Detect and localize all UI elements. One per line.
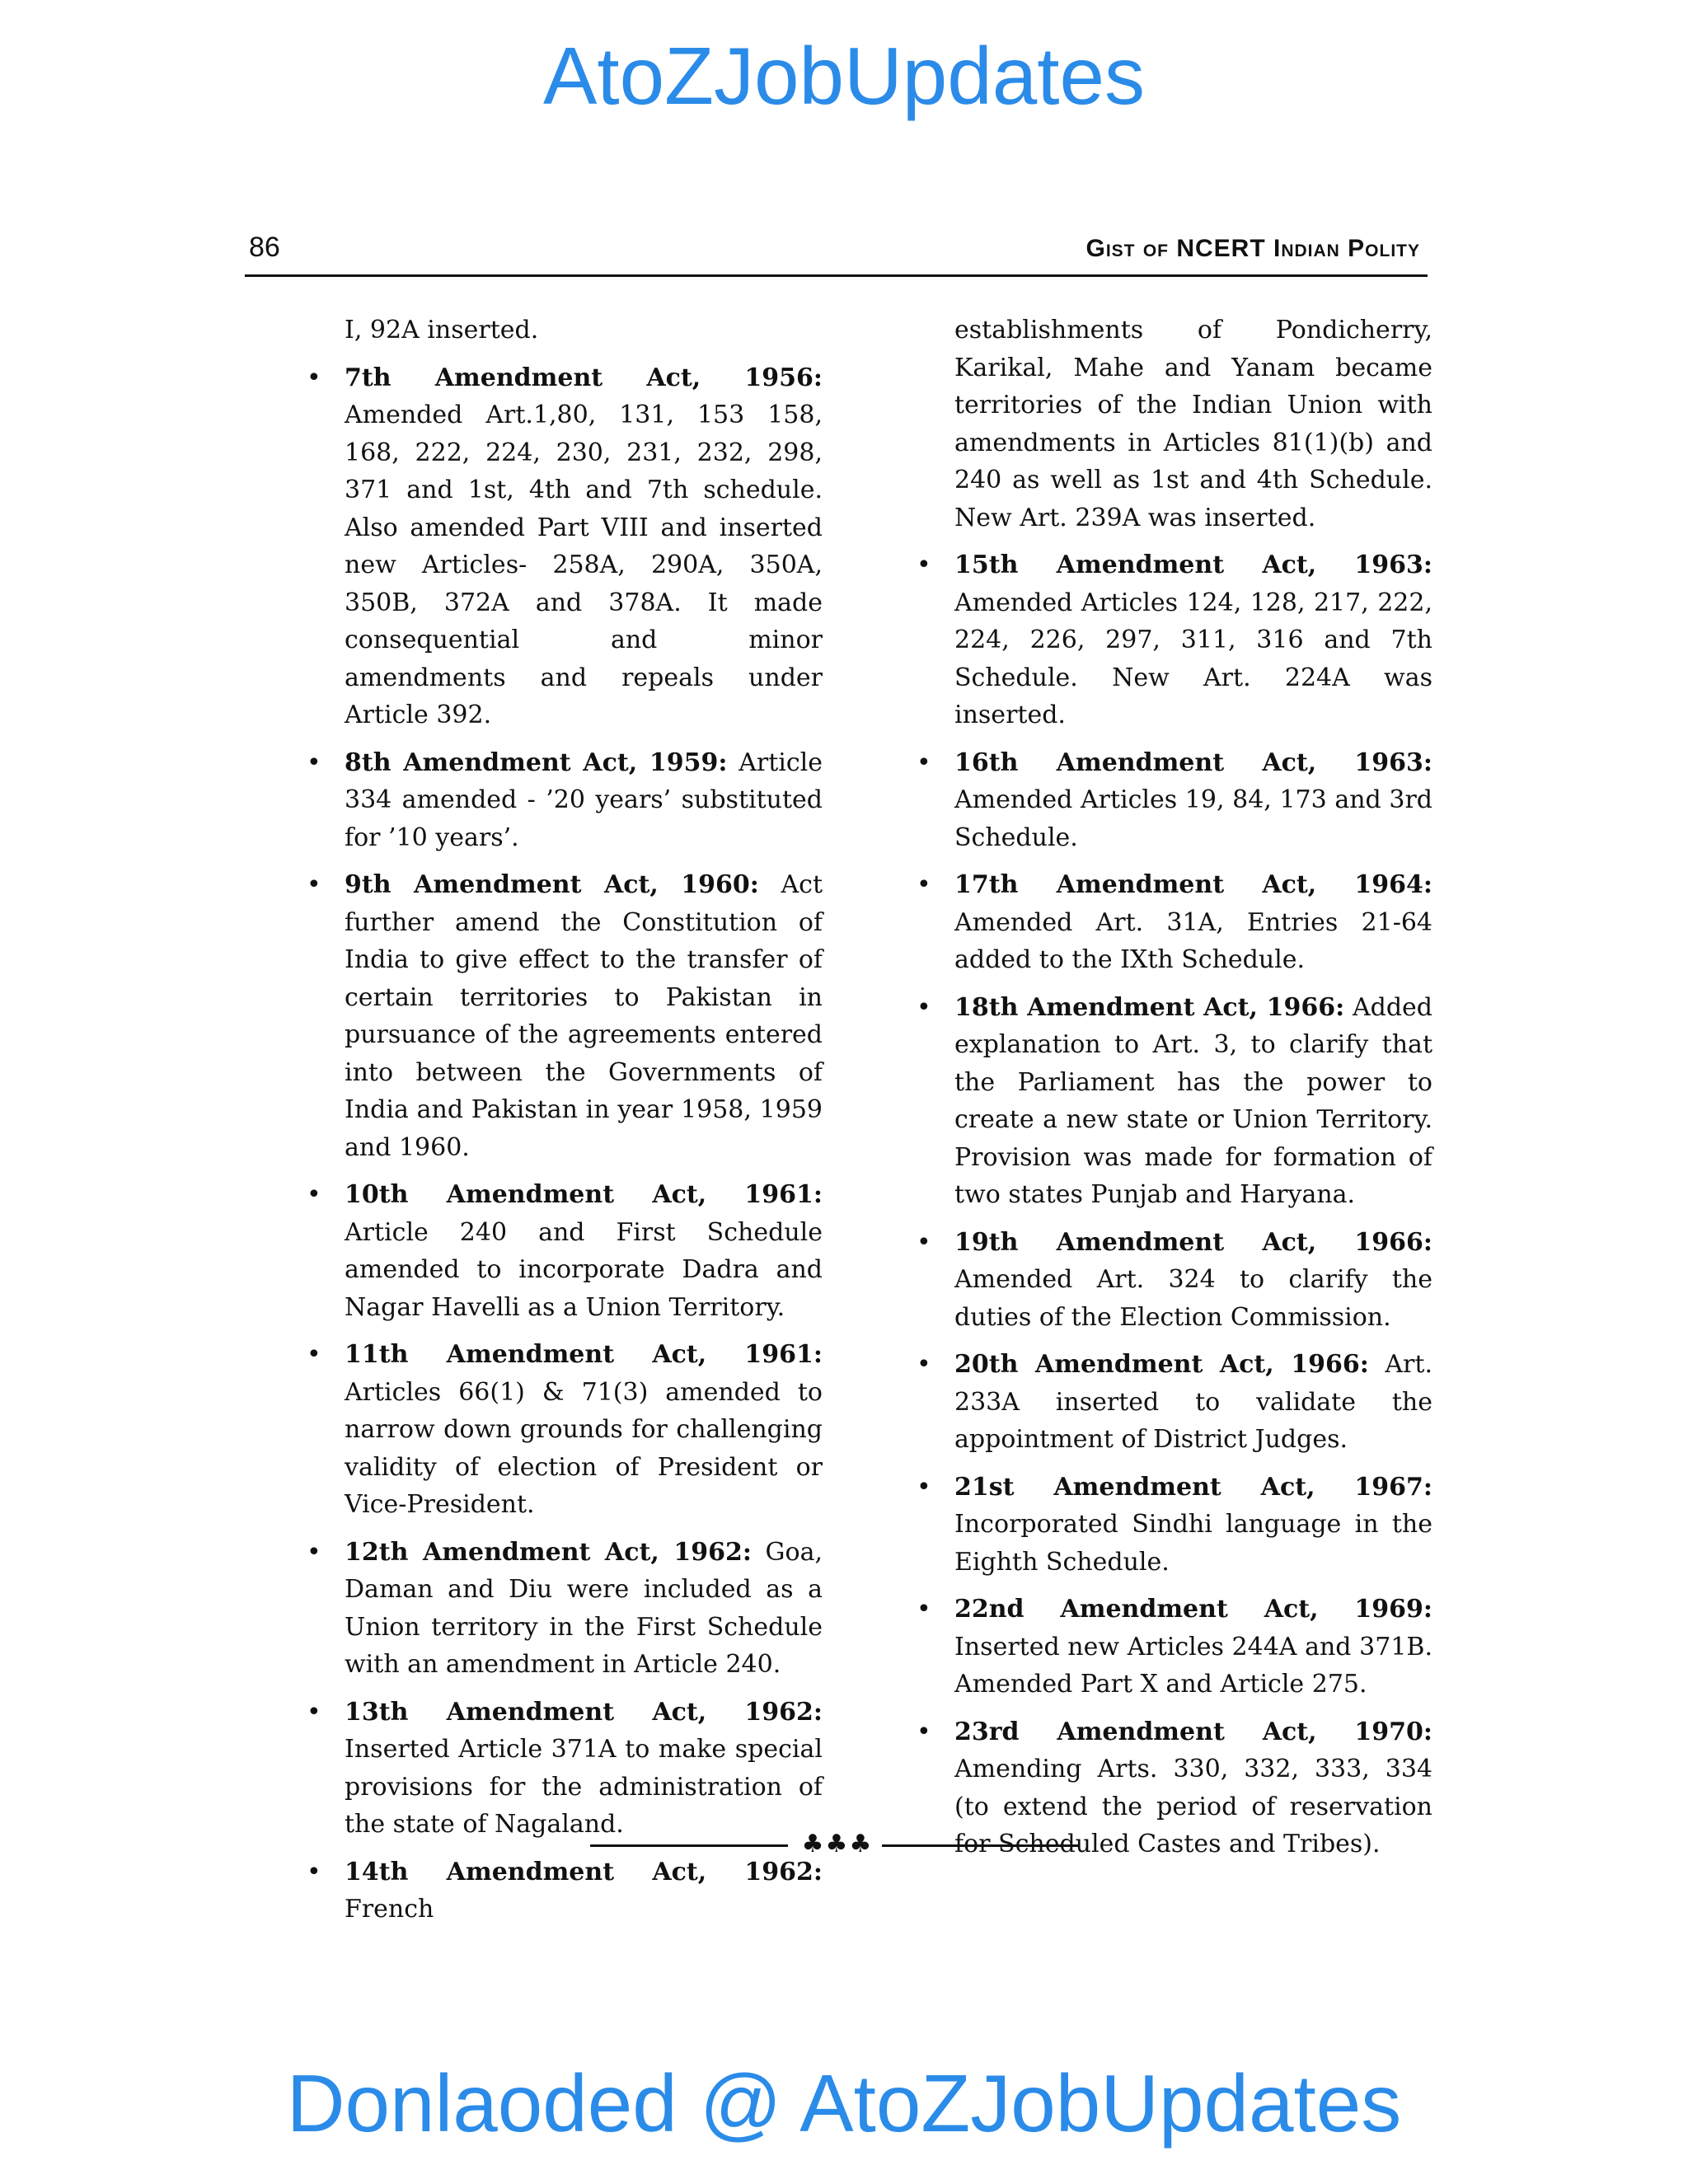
right-entries [917, 546, 1432, 1863]
amendment-title: 23rd Amendment Act, 1970: [954, 1717, 1432, 1746]
amendment-entry [307, 744, 823, 857]
amendment-title: 20th Amendment Act, 1966: [954, 1350, 1369, 1379]
amendment-title: 12th Amendment Act, 1962: [345, 1537, 752, 1567]
amendment-text: Article 334 amended - ’20 years’ substituted for ’10 years’. [345, 748, 823, 852]
bullet-icon: • [307, 1340, 321, 1369]
amendment-title: 13th Amendment Act, 1962: [345, 1697, 823, 1727]
amendment-title: 16th Amendment Act, 1963: [954, 748, 1432, 777]
continuation-text: I, 92A inserted. [345, 316, 539, 344]
club-ornament-icon: ♣♣♣ [801, 1830, 874, 1858]
amendment-title: 7th Amendment Act, 1956: [345, 363, 823, 392]
bullet-icon: • [917, 1595, 931, 1624]
continuation-text: establishments of Pondicherry, Karikal, Mahe and Yanam became territories of the Indian Union with amendments in Articles 81(1)(b) and 240 as well as 1st and 4th Schedule. New Art. 239A was inserted. [954, 316, 1432, 532]
bullet-icon: • [917, 992, 931, 1022]
left-entries [307, 359, 823, 1929]
ornament-rule-left [590, 1844, 788, 1847]
amendment-entry [307, 359, 823, 734]
bullet-icon: • [917, 870, 931, 899]
amendment-text: Inserted Article 371A to make special provisions for the administration of the state of Nagaland. [345, 1735, 823, 1839]
ornament-rule-right [882, 1844, 1080, 1847]
amendment-text: Amending Arts. 330, 332, 333, 334 (to extend the period of reservation for Scheduled Castes and Tribes). [954, 1755, 1432, 1858]
amendment-title: 22nd Amendment Act, 1969: [954, 1595, 1432, 1624]
amendment-title: 19th Amendment Act, 1966: [954, 1227, 1432, 1257]
amendment-text: Amended Articles 19, 84, 173 and 3rd Schedule. [954, 785, 1432, 852]
amendment-entry [307, 1336, 823, 1524]
amendment-text: Article 240 and First Schedule amended to incorporate Dadra and Nagar Havelli as a Union Territory. [345, 1217, 823, 1322]
amendment-text: Amended Articles 124, 128, 217, 222, 224, 226, 297, 311, 316 and 7th Schedule. New Art. 224A was inserted. [954, 588, 1432, 729]
amendment-entry [307, 1176, 823, 1326]
amendment-text: Inserted new Articles 244A and 371B. Amended Part X and Article 275. [954, 1632, 1432, 1699]
bullet-icon: • [307, 363, 321, 392]
section-end-ornament [0, 1828, 1688, 1861]
amendment-entry [917, 1346, 1432, 1459]
bullet-icon: • [307, 748, 321, 777]
amendment-text: Incorporated Sindhi language in the Eighth Schedule. [954, 1510, 1432, 1577]
amendment-title: 11th Amendment Act, 1961: [345, 1340, 823, 1369]
amendment-entry [917, 1224, 1432, 1337]
amendment-title: 17th Amendment Act, 1964: [954, 870, 1432, 899]
amendment-text: Act further amend the Constitution of India to give effect to the transfer of certain territories to Pakistan in pursuance of the agreements entered into between the Governments of India and Pakistan in year 1958, 1959 and 1960. [345, 870, 823, 1162]
amendment-entry [917, 866, 1432, 979]
right-column [917, 312, 1432, 1873]
amendment-entry [307, 1854, 823, 1929]
bullet-icon: • [307, 870, 321, 899]
amendment-title: 10th Amendment Act, 1961: [345, 1180, 823, 1209]
bullet-icon: • [307, 1697, 321, 1727]
amendment-text: Amended Art.1,80, 131, 153 158, 168, 222, 224, 230, 231, 232, 298, 371 and 1st, 4th and 7th schedule. Also amended Part VIII and inserted new Articles- 258A, 290A, 350A, 350B, 372A and 378A. It made consequential and minor amendments and repeals under Article 392. [345, 401, 823, 729]
bullet-icon: • [917, 1472, 931, 1502]
amendment-title: 14th Amendment Act, 1962: [345, 1857, 823, 1886]
amendment-title: 9th Amendment Act, 1960: [345, 870, 759, 899]
amendment-entry [307, 1534, 823, 1684]
amendment-text: Amended Art. 324 to clarify the duties of the Election Commission. [954, 1265, 1432, 1332]
watermark-bottom: Donlaoded @ AtoZJobUpdates [286, 2058, 1402, 2149]
bullet-icon: • [307, 1857, 321, 1886]
running-head: Gist of NCERT Indian Polity [1085, 235, 1420, 262]
bullet-icon: • [917, 551, 931, 579]
bullet-icon: • [917, 1717, 931, 1746]
bullet-icon: • [307, 1537, 321, 1567]
amendment-title: 15th Amendment Act, 1963: [954, 551, 1432, 579]
amendment-text: Added explanation to Art. 3, to clarify that the Parliament has the power to create a new state or Union Territory. Provision was made for formation of two states Punjab and Haryana. [954, 992, 1432, 1209]
amendment-entry [307, 1694, 823, 1844]
watermark-top: AtoZJobUpdates [543, 30, 1145, 121]
amendment-text: French [345, 1895, 434, 1924]
left-column [307, 312, 823, 1938]
header-rule [245, 274, 1428, 277]
amendment-entry [917, 744, 1432, 857]
amendment-text: Amended Art. 31A, Entries 21-64 added to the IXth Schedule. [954, 907, 1432, 974]
amendment-title: 8th Amendment Act, 1959: [345, 748, 728, 777]
bullet-icon: • [307, 1180, 321, 1209]
amendment-entry [917, 1469, 1432, 1582]
amendment-entry [917, 1591, 1432, 1704]
amendment-entry [307, 866, 823, 1166]
amendment-text: Articles 66(1) & 71(3) amended to narrow down grounds for challenging validity of election of President or Vice-President. [345, 1377, 823, 1519]
amendment-text: Art. 233A inserted to validate the appointment of District Judges. [954, 1350, 1432, 1454]
bullet-icon: • [917, 748, 931, 777]
bullet-icon: • [917, 1227, 931, 1257]
amendment-entry [917, 989, 1432, 1214]
amendment-text: Goa, Daman and Diu were included as a Union territory in the First Schedule with an amendment in Article 240. [345, 1537, 823, 1679]
amendment-title: 18th Amendment Act, 1966: [954, 992, 1345, 1022]
page-number: 86 [249, 232, 280, 263]
amendment-title: 21st Amendment Act, 1967: [954, 1472, 1432, 1502]
bullet-icon: • [917, 1350, 931, 1379]
amendment-entry [917, 546, 1432, 734]
